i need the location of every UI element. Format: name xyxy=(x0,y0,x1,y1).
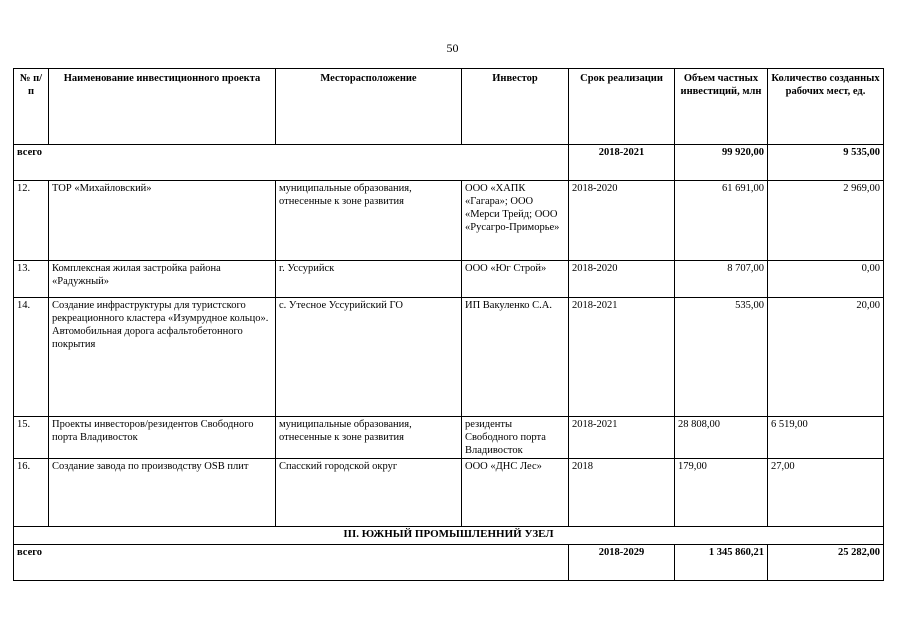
row-jobs: 27,00 xyxy=(768,459,884,527)
table-row xyxy=(14,417,884,459)
header-term: Срок реализации xyxy=(569,69,675,145)
row-name: Создание завода по производству OSB плит xyxy=(49,459,276,527)
total-term: 2018-2029 xyxy=(569,545,675,581)
total-volume: 1 345 860,21 xyxy=(675,545,768,581)
row-location: муниципальные образования, отнесенные к зоне развития xyxy=(276,417,462,459)
page-number: 50 xyxy=(446,41,459,55)
total-jobs: 25 282,00 xyxy=(768,545,884,581)
row-name: ТОР «Михайловский» xyxy=(49,181,276,261)
table-row xyxy=(14,459,884,527)
header-row xyxy=(14,69,884,145)
row-jobs: 0,00 xyxy=(768,261,884,298)
row-volume: 535,00 xyxy=(675,298,768,417)
header-name: Наименование инвестиционного проекта xyxy=(49,69,276,145)
row-name: Проекты инвесторов/резидентов Свободного порта Владивосток xyxy=(49,417,276,459)
row-term: 2018-2020 xyxy=(569,261,675,298)
investment-projects-table xyxy=(13,68,884,581)
row-jobs: 20,00 xyxy=(768,298,884,417)
row-volume: 179,00 xyxy=(675,459,768,527)
row-num: 14. xyxy=(14,298,49,417)
row-num: 15. xyxy=(14,417,49,459)
header-num: № п/п xyxy=(14,69,49,145)
header-volume: Объем частных инвестиций, млн xyxy=(675,69,768,145)
row-investor: ООО «ДНС Лес» xyxy=(462,459,569,527)
total-row xyxy=(14,545,884,581)
row-name: Комплексная жилая застройка района «Радужный» xyxy=(49,261,276,298)
row-investor: ООО «ХАПК «Гагара»; ООО «Мерси Трейд; ООО «Русагро-Приморье» xyxy=(462,181,569,261)
table-row xyxy=(14,298,884,417)
total-volume: 99 920,00 xyxy=(675,145,768,181)
total-row xyxy=(14,145,884,181)
row-name: Создание инфраструктуры для туристского рекреационного кластера «Изумрудное кольцо». Автомобильная дорога асфальтобетонного покрытия xyxy=(49,298,276,417)
row-location: муниципальные образования, отнесенные к зоне развития xyxy=(276,181,462,261)
table-row xyxy=(14,261,884,298)
row-volume: 61 691,00 xyxy=(675,181,768,261)
row-term: 2018-2021 xyxy=(569,298,675,417)
row-term: 2018-2020 xyxy=(569,181,675,261)
section-row xyxy=(14,527,884,545)
row-location: г. Уссурийск xyxy=(276,261,462,298)
header-location: Месторасположение xyxy=(276,69,462,145)
header-jobs: Количество созданных рабочих мест, ед. xyxy=(768,69,884,145)
row-investor: ООО «Юг Строй» xyxy=(462,261,569,298)
total-label: всего xyxy=(14,545,569,581)
row-location: с. Утесное Уссурийский ГО xyxy=(276,298,462,417)
row-jobs: 6 519,00 xyxy=(768,417,884,459)
row-location: Спасский городской округ xyxy=(276,459,462,527)
row-num: 16. xyxy=(14,459,49,527)
row-volume: 28 808,00 xyxy=(675,417,768,459)
total-term: 2018-2021 xyxy=(569,145,675,181)
row-volume: 8 707,00 xyxy=(675,261,768,298)
section-title: III. ЮЖНЫЙ ПРОМЫШЛЕННИЙ УЗЕЛ xyxy=(14,527,884,545)
row-jobs: 2 969,00 xyxy=(768,181,884,261)
row-investor: резиденты Свободного порта Владивосток xyxy=(462,417,569,459)
row-investor: ИП Вакуленко С.А. xyxy=(462,298,569,417)
total-label: всего xyxy=(14,145,569,181)
header-investor: Инвестор xyxy=(462,69,569,145)
row-num: 12. xyxy=(14,181,49,261)
row-term: 2018 xyxy=(569,459,675,527)
row-num: 13. xyxy=(14,261,49,298)
row-term: 2018-2021 xyxy=(569,417,675,459)
total-jobs: 9 535,00 xyxy=(768,145,884,181)
table-row xyxy=(14,181,884,261)
